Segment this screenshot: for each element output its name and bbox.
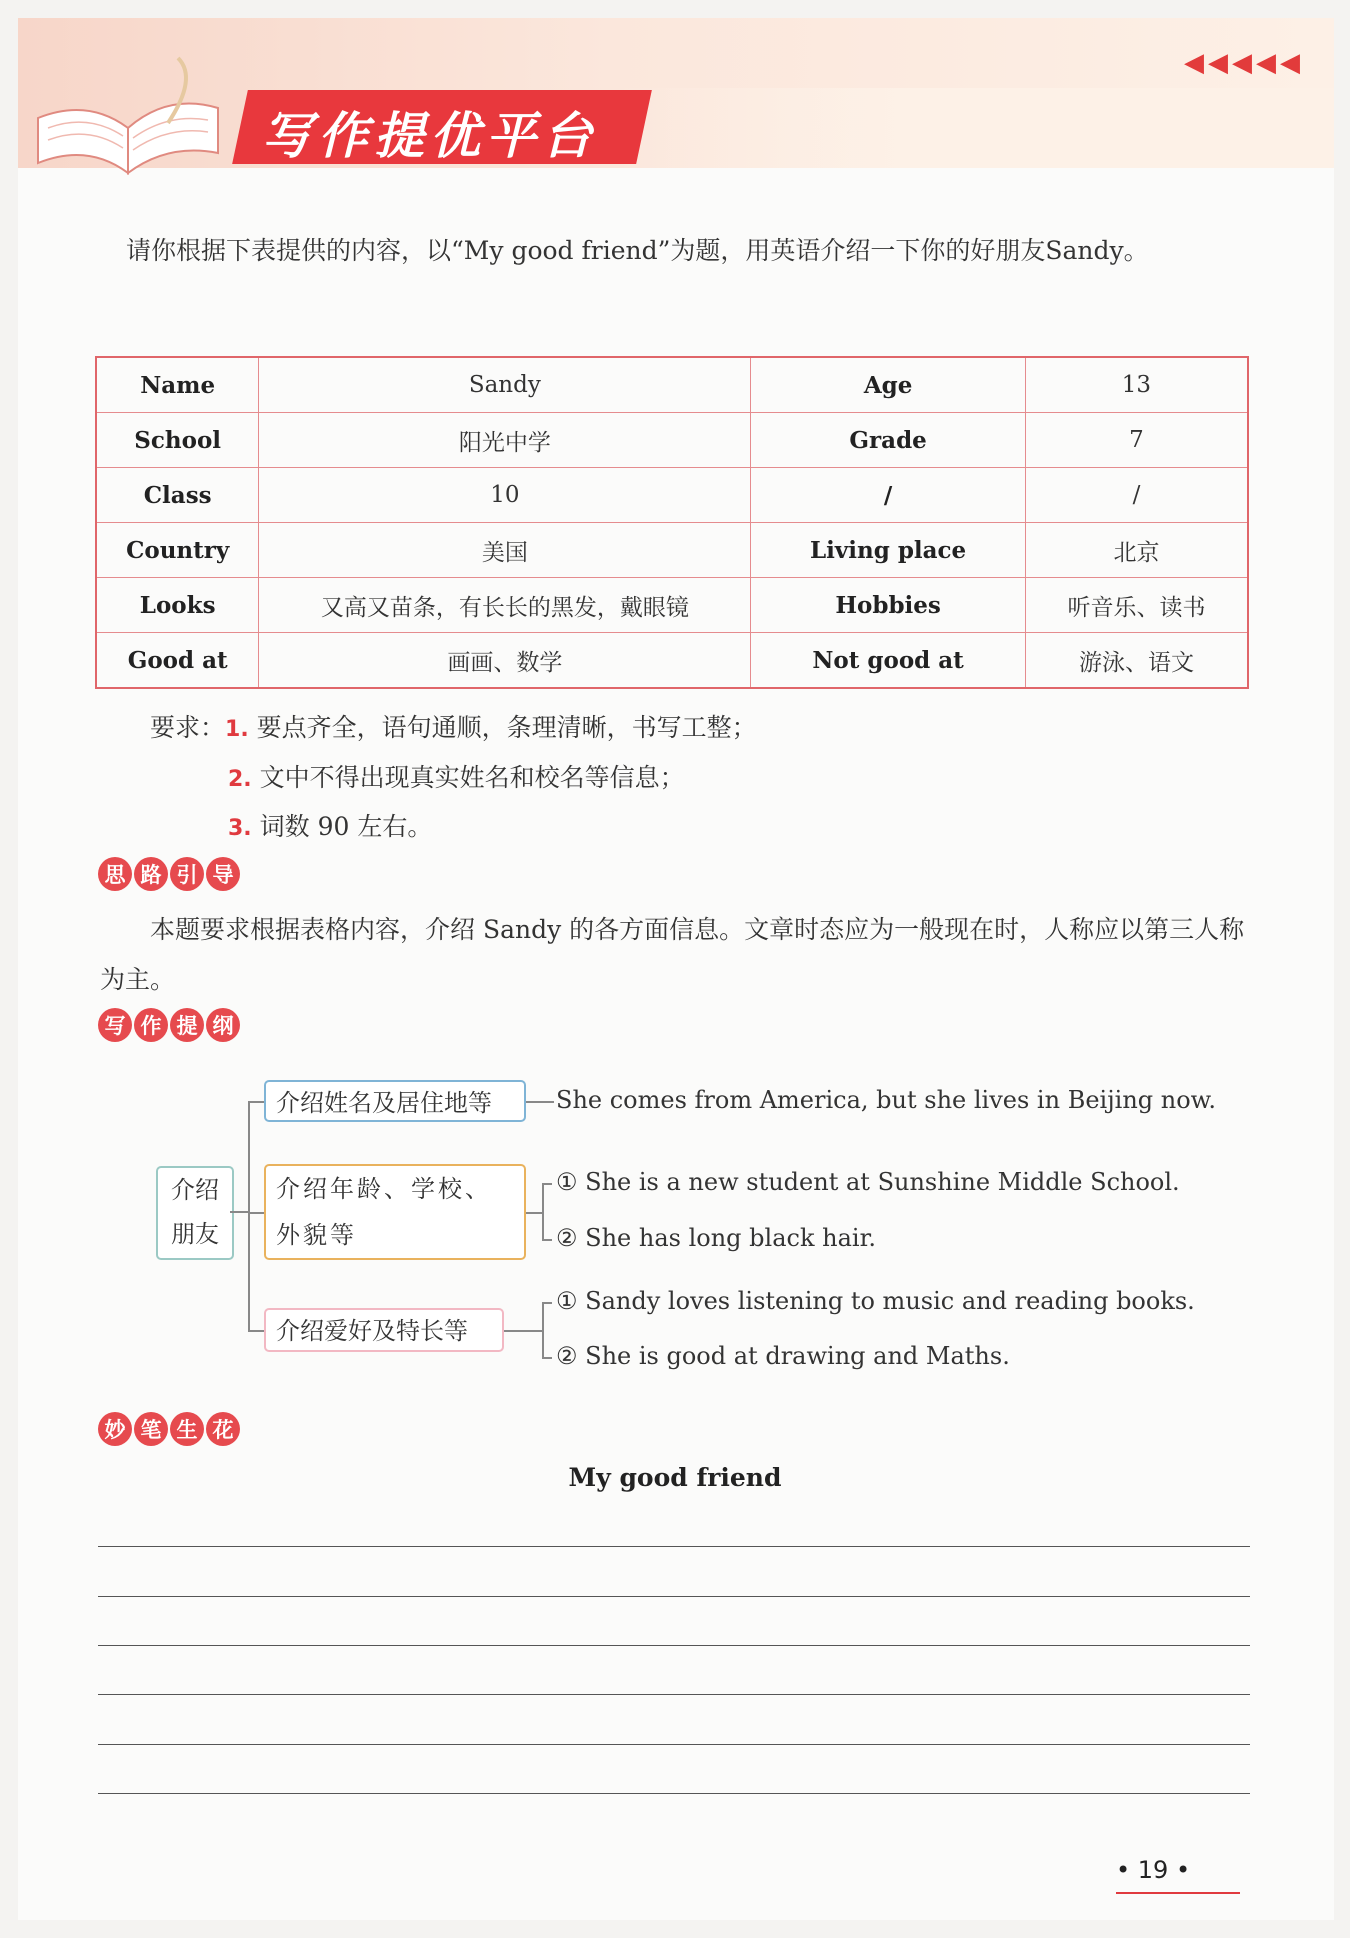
badge-char: 思 — [98, 857, 132, 891]
banner-fade — [618, 88, 1334, 168]
table-key-cell: Good at — [96, 633, 259, 689]
connector — [248, 1101, 250, 1331]
table-key-cell: Name — [96, 357, 259, 413]
requirement-number: 3. — [228, 816, 252, 841]
writing-line[interactable] — [98, 1793, 1250, 1794]
outline-root — [156, 1166, 234, 1260]
table-row — [96, 633, 1248, 689]
connector — [248, 1101, 264, 1103]
connector — [504, 1330, 542, 1332]
table-key-cell: Age — [751, 357, 1026, 413]
root-line: 朋友 — [171, 1220, 219, 1248]
section-badge-outline — [98, 1008, 240, 1042]
section-badge-thinking — [98, 857, 240, 891]
table-value-cell: 10 — [259, 468, 751, 523]
table-key-cell: Living place — [751, 523, 1026, 578]
table-row — [96, 413, 1248, 468]
writing-line[interactable] — [98, 1744, 1250, 1745]
table-value-cell: / — [1025, 468, 1248, 523]
prompt-text — [76, 226, 1236, 276]
requirement-text: 词数 90 左右。 — [259, 812, 433, 841]
table-row — [96, 357, 1248, 413]
connector — [248, 1330, 264, 1332]
table-key-cell: / — [751, 468, 1026, 523]
table-key-cell: Country — [96, 523, 259, 578]
open-book-icon — [28, 48, 228, 178]
table-value-cell: 北京 — [1025, 523, 1248, 578]
connector — [542, 1357, 552, 1359]
outline-sentence: ① Sandy loves listening to music and reading books. — [556, 1287, 1195, 1315]
essay-title: My good friend — [568, 1463, 782, 1492]
requirement-1 — [150, 708, 757, 744]
requirement-text: 要点齐全，语句通顺，条理清晰，书写工整； — [256, 713, 757, 742]
badge-char: 纲 — [206, 1008, 240, 1042]
guide-text — [100, 905, 1250, 1005]
table-row — [96, 578, 1248, 633]
badge-char: 引 — [170, 857, 204, 891]
decorative-arrows-icon: ◀◀◀◀◀ — [1184, 48, 1304, 78]
writing-line[interactable] — [98, 1596, 1250, 1597]
table-row — [96, 468, 1248, 523]
table-row — [96, 523, 1248, 578]
connector — [542, 1239, 552, 1241]
table-value-cell: 美国 — [259, 523, 751, 578]
table-value-cell: 阳光中学 — [259, 413, 751, 468]
writing-line[interactable] — [98, 1546, 1250, 1547]
requirement-3 — [228, 807, 432, 843]
badge-char: 生 — [170, 1412, 204, 1446]
outline-sentence: ① She is a new student at Sunshine Middle School. — [556, 1168, 1180, 1196]
page-number-underline — [1116, 1892, 1240, 1894]
connector — [542, 1183, 552, 1185]
connector — [542, 1302, 544, 1358]
table-value-cell: 7 — [1025, 413, 1248, 468]
requirement-number: 1. — [225, 717, 249, 742]
requirement-lead: 要求： — [150, 713, 226, 742]
outline-sentence: ② She is good at drawing and Maths. — [556, 1342, 1010, 1370]
connector — [230, 1211, 248, 1213]
table-key-cell: Hobbies — [751, 578, 1026, 633]
badge-char: 写 — [98, 1008, 132, 1042]
table-key-cell: Class — [96, 468, 259, 523]
connector — [526, 1212, 542, 1214]
badge-char: 路 — [134, 857, 168, 891]
badge-char: 导 — [206, 857, 240, 891]
guide-sentence: 本题要求根据表格内容，介绍 Sandy 的各方面信息。文章时态应为一般现在时，人称应以第三人称为主。 — [100, 915, 1245, 994]
requirement-number: 2. — [228, 767, 252, 792]
outline-branch-1: 介绍姓名及居住地等 — [264, 1080, 526, 1122]
table-value-cell: 13 — [1025, 357, 1248, 413]
table-value-cell: 听音乐、读书 — [1025, 578, 1248, 633]
badge-char: 笔 — [134, 1412, 168, 1446]
info-table — [95, 356, 1249, 689]
table-key-cell: Grade — [751, 413, 1026, 468]
badge-char: 作 — [134, 1008, 168, 1042]
root-line: 介绍 — [171, 1176, 219, 1204]
table-value-cell: 画画、数学 — [259, 633, 751, 689]
outline-sentence: ② She has long black hair. — [556, 1224, 877, 1252]
table-key-cell: Not good at — [751, 633, 1026, 689]
connector — [248, 1212, 264, 1214]
writing-line[interactable] — [98, 1645, 1250, 1646]
badge-char: 花 — [206, 1412, 240, 1446]
requirement-2 — [228, 758, 685, 794]
outline-branch-3: 介绍爱好及特长等 — [264, 1308, 504, 1352]
section-badge-writing — [98, 1412, 240, 1446]
table-key-cell: Looks — [96, 578, 259, 633]
table-value-cell: Sandy — [259, 357, 751, 413]
outline-branch-2: 介绍年龄、学校、外貌等 — [264, 1164, 526, 1260]
connector — [526, 1101, 554, 1103]
badge-char: 妙 — [98, 1412, 132, 1446]
writing-line[interactable] — [98, 1694, 1250, 1695]
table-key-cell: School — [96, 413, 259, 468]
connector — [542, 1302, 552, 1304]
requirement-text: 文中不得出现真实姓名和校名等信息； — [259, 763, 685, 792]
page-title: 写作提优平台 — [262, 107, 598, 165]
table-value-cell: 又高又苗条，有长长的黑发，戴眼镜 — [259, 578, 751, 633]
connector — [542, 1183, 544, 1240]
outline-sentence: She comes from America, but she lives in Beijing now. — [556, 1086, 1216, 1114]
page-number: • 19 • — [1116, 1856, 1191, 1884]
badge-char: 提 — [170, 1008, 204, 1042]
table-value-cell: 游泳、语文 — [1025, 633, 1248, 689]
prompt-sentence: 请你根据下表提供的内容，以“My good friend”为题，用英语介绍一下你的好朋友Sandy。 — [126, 236, 1149, 265]
